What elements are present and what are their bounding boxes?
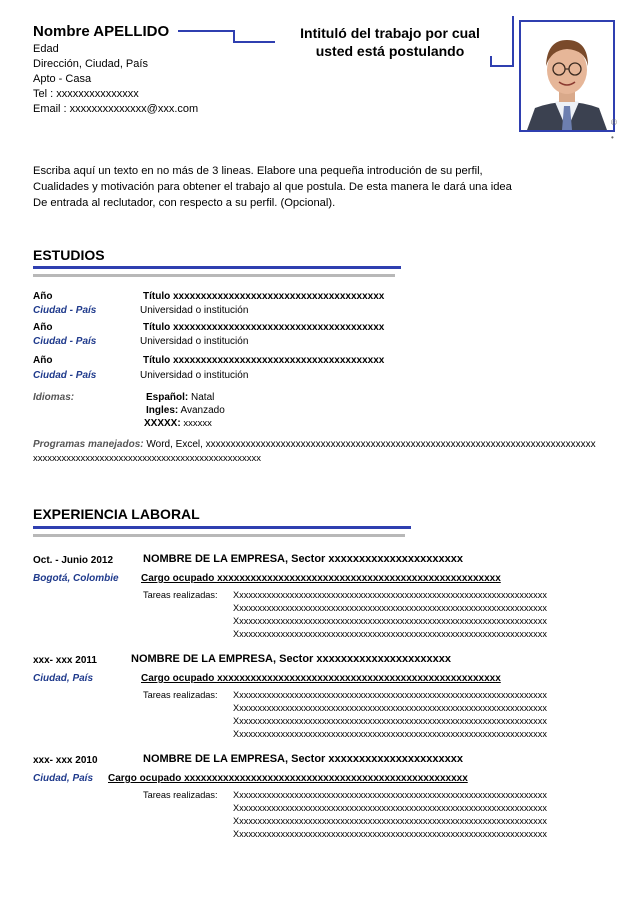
study-year-3: Año — [33, 355, 53, 366]
job-2-tasks — [233, 689, 547, 741]
job-1-tasks-label: Tareas realizadas: — [143, 590, 218, 600]
job-2-role: Cargo ocupado xxxxxxxxxxxxxxxxxxxxxxxxxxxxxxxxxxxxxxxxxxxxxxxxxxx — [141, 673, 501, 684]
contact-address: Dirección, Ciudad, País — [33, 58, 148, 70]
job-2-task-1: Xxxxxxxxxxxxxxxxxxxxxxxxxxxxxxxxxxxxxxxxxxxxxxxxxxxxxxxxxxxxxxxxxxxx — [233, 690, 547, 700]
language-1 — [146, 392, 214, 403]
study-degree-3: Título xxxxxxxxxxxxxxxxxxxxxxxxxxxxxxxxxxxxxx — [143, 355, 385, 366]
study-institution-2: Universidad o institución — [140, 336, 249, 347]
job-2-task-3: Xxxxxxxxxxxxxxxxxxxxxxxxxxxxxxxxxxxxxxxxxxxxxxxxxxxxxxxxxxxxxxxxxxxx — [233, 716, 547, 726]
job-1-tasks — [233, 589, 547, 641]
job-1-task-3: Xxxxxxxxxxxxxxxxxxxxxxxxxxxxxxxxxxxxxxxxxxxxxxxxxxxxxxxxxxxxxxxxxxxx — [233, 616, 547, 626]
language-2-level: Avanzado — [178, 405, 225, 416]
job-2-task-2: Xxxxxxxxxxxxxxxxxxxxxxxxxxxxxxxxxxxxxxxxxxxxxxxxxxxxxxxxxxxxxxxxxxxx — [233, 703, 547, 713]
job-1-task-4: Xxxxxxxxxxxxxxxxxxxxxxxxxxxxxxxxxxxxxxxxxxxxxxxxxxxxxxxxxxxxxxxxxxxx — [233, 629, 547, 639]
study-institution-1: Universidad o institución — [140, 305, 249, 316]
photo-connector-line-v — [512, 16, 514, 67]
profile-photo — [519, 20, 615, 132]
header-connector-line — [178, 30, 234, 32]
language-3 — [144, 418, 212, 429]
job-1-place: Bogotá, Colombie — [33, 573, 119, 584]
contact-apartment: Apto - Casa — [33, 73, 92, 85]
job-2-company: NOMBRE DE LA EMPRESA, Sector xxxxxxxxxxxxxxxxxxxxxx — [131, 653, 451, 665]
job-1-task-1: Xxxxxxxxxxxxxxxxxxxxxxxxxxxxxxxxxxxxxxxxxxxxxxxxxxxxxxxxxxxxxxxxxxxx — [233, 590, 547, 600]
job-3-place: Ciudad, País — [33, 773, 94, 784]
study-year-1: Año — [33, 291, 53, 302]
job-2-place: Ciudad, País — [33, 673, 94, 684]
profile-photo-image — [521, 22, 613, 130]
job-1-date: Oct. - Junio 2012 — [33, 555, 114, 566]
experience-divider-gray — [33, 534, 405, 537]
language-2 — [146, 405, 225, 416]
study-place-3: Ciudad - País — [33, 370, 97, 381]
photo-connector-line-h — [490, 65, 512, 67]
job-1-role: Cargo ocupado xxxxxxxxxxxxxxxxxxxxxxxxxxxxxxxxxxxxxxxxxxxxxxxxxxx — [141, 573, 501, 584]
language-2-name: Ingles: — [146, 405, 179, 416]
photo-registered-mark: ® — [611, 118, 617, 127]
job-title-line-2: usted está postulando — [315, 43, 465, 59]
experience-heading: EXPERIENCIA LABORAL — [33, 506, 200, 522]
language-3-name: XXXXX: — [144, 418, 181, 429]
job-1-task-2: Xxxxxxxxxxxxxxxxxxxxxxxxxxxxxxxxxxxxxxxxxxxxxxxxxxxxxxxxxxxxxxxxxxxx — [233, 603, 547, 613]
job-3-task-4: Xxxxxxxxxxxxxxxxxxxxxxxxxxxxxxxxxxxxxxxxxxxxxxxxxxxxxxxxxxxxxxxxxxxx — [233, 829, 547, 839]
job-3-tasks-label: Tareas realizadas: — [143, 790, 218, 800]
programs-line — [33, 439, 623, 450]
language-1-level: Natal — [188, 392, 215, 403]
programs-value-continued: xxxxxxxxxxxxxxxxxxxxxxxxxxxxxxxxxxxxxxxxxxxxxxxx — [33, 453, 261, 464]
contact-block — [33, 42, 198, 117]
job-2-tasks-label: Tareas realizadas: — [143, 690, 218, 700]
experience-divider-blue — [33, 526, 411, 529]
job-3-date: xxx- xxx 2010 — [33, 755, 98, 766]
intro-line-2: Cualidades y motivación para obtener el trabajo al que postula. De esta manera le dará una idea — [33, 181, 512, 193]
photo-dot-mark: • — [611, 133, 614, 142]
job-3-task-2: Xxxxxxxxxxxxxxxxxxxxxxxxxxxxxxxxxxxxxxxxxxxxxxxxxxxxxxxxxxxxxxxxxxxx — [233, 803, 547, 813]
study-year-2: Año — [33, 322, 53, 333]
job-3-company: NOMBRE DE LA EMPRESA, Sector xxxxxxxxxxxxxxxxxxxxxx — [143, 753, 463, 765]
studies-divider-blue — [33, 266, 401, 269]
study-degree-2: Título xxxxxxxxxxxxxxxxxxxxxxxxxxxxxxxxxxxxxx — [143, 322, 385, 333]
profile-intro — [33, 163, 512, 211]
study-institution-3: Universidad o institución — [140, 370, 249, 381]
intro-line-3: De entrada al reclutador, con respecto a su perfil. (Opcional). — [33, 197, 336, 209]
studies-heading: ESTUDIOS — [33, 247, 105, 263]
intro-line-1: Escriba aquí un texto en no más de 3 lineas. Elabore una pequeña introdución de su perfil, — [33, 165, 483, 177]
contact-email: Email : xxxxxxxxxxxxxx@xxx.com — [33, 103, 199, 115]
contact-age: Edad — [33, 43, 59, 55]
language-1-name: Español: — [146, 392, 189, 403]
contact-phone: Tel : xxxxxxxxxxxxxxx — [33, 88, 139, 100]
languages-label: Idiomas: — [33, 392, 75, 403]
job-title — [270, 24, 510, 60]
job-3-task-1: Xxxxxxxxxxxxxxxxxxxxxxxxxxxxxxxxxxxxxxxxxxxxxxxxxxxxxxxxxxxxxxxxxxxx — [233, 790, 547, 800]
programs-value: Word, Excel, xxxxxxxxxxxxxxxxxxxxxxxxxxxxxxxxxxxxxxxxxxxxxxxxxxxxxxxxxxxxxxxxxxxxxxxxxxxxxx — [143, 439, 596, 450]
programs-label: Programas manejados: — [33, 439, 144, 450]
header-connector-line-low — [233, 41, 275, 43]
job-1-company: NOMBRE DE LA EMPRESA, Sector xxxxxxxxxxxxxxxxxxxxxx — [143, 553, 463, 565]
studies-divider-gray — [33, 274, 395, 277]
job-2-task-4: Xxxxxxxxxxxxxxxxxxxxxxxxxxxxxxxxxxxxxxxxxxxxxxxxxxxxxxxxxxxxxxxxxxxx — [233, 729, 547, 739]
study-degree-1: Título xxxxxxxxxxxxxxxxxxxxxxxxxxxxxxxxxxxxxx — [143, 291, 385, 302]
language-3-level: xxxxxx — [180, 418, 212, 429]
job-3-task-3: Xxxxxxxxxxxxxxxxxxxxxxxxxxxxxxxxxxxxxxxxxxxxxxxxxxxxxxxxxxxxxxxxxxxx — [233, 816, 547, 826]
job-2-date: xxx- xxx 2011 — [33, 655, 97, 666]
job-3-role: Cargo ocupado xxxxxxxxxxxxxxxxxxxxxxxxxxxxxxxxxxxxxxxxxxxxxxxxxxx — [108, 773, 468, 784]
study-place-2: Ciudad - País — [33, 336, 97, 347]
candidate-name: Nombre APELLIDO — [33, 23, 170, 40]
study-place-1: Ciudad - País — [33, 305, 97, 316]
job-3-tasks — [233, 789, 547, 841]
job-title-line-1: Intituló del trabajo por cual — [300, 25, 480, 41]
